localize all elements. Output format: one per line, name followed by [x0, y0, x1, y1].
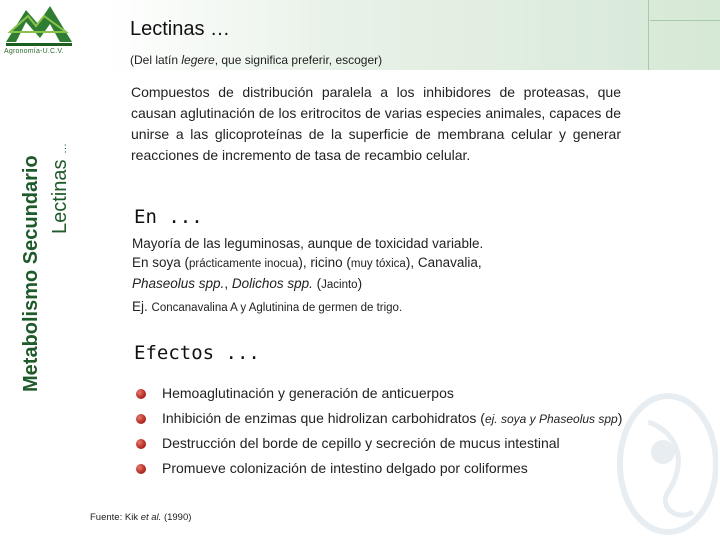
- list-item: Destrucción del borde de cepillo y secreción de mucus intestinal: [136, 432, 706, 457]
- header-grid-line: [650, 20, 720, 21]
- sidebar-subtitle: Lectinas …: [49, 142, 71, 234]
- efectos-heading: Efectos ...: [134, 342, 260, 364]
- en-body: [132, 234, 612, 318]
- en-line: Mayoría de las leguminosas, aunque de toxicidad variable.: [132, 236, 484, 251]
- en-heading: En ...: [134, 206, 203, 228]
- bullet-icon: [136, 414, 146, 424]
- bullet-icon: [136, 389, 146, 399]
- list-item: Promueve colonización de intestino delgado por coliformes: [136, 457, 706, 482]
- list-item: Inhibición de enzimas que hidrolizan carbohidratos (ej. soya y Phaseolus spp): [136, 407, 706, 432]
- example-line: Ej. Concanavalina A y Aglutinina de germen de trigo.: [132, 299, 403, 314]
- watermark-emblem-icon: [608, 392, 718, 537]
- logo-caption: Agronomía-U.C.V.: [4, 48, 64, 55]
- ucv-agronomia-logo-icon: [4, 2, 74, 48]
- en-line: En soya (prácticamente inocua), ricino (muy tóxica), Canavalia,: [132, 255, 482, 270]
- bullet-icon: [136, 439, 146, 449]
- list-item: Hemoaglutinación y generación de anticuerpos: [136, 382, 706, 407]
- bullet-icon: [136, 464, 146, 474]
- source-citation: Fuente: Kik et al. (1990): [90, 512, 192, 523]
- sidebar-title: Metabolismo Secundario: [20, 155, 42, 392]
- en-line: Phaseolus spp., Dolichos spp. (Jacinto): [132, 276, 363, 291]
- page-title: Lectinas …: [130, 18, 231, 40]
- header-grid-line: [648, 0, 649, 70]
- intro-paragraph: Compuestos de distribución paralela a los inhibidores de proteasas, que causan aglutinación de los eritrocitos de varias especies animales, capaces de unirse a las glicoproteínas de la superficie de membrana celular y generar reacciones de incremento de tasa de recambio celular.: [131, 84, 621, 163]
- page-subtitle: (Del latín legere, que significa preferir, escoger): [130, 53, 383, 67]
